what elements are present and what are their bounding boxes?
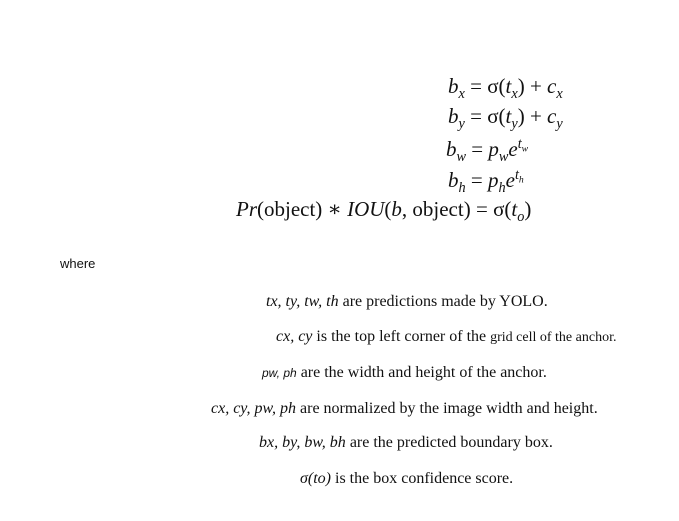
desc-math: bx, by, bw, bh: [259, 434, 346, 451]
desc-text: is the top left corner of the: [312, 328, 491, 345]
equation-bw: [446, 136, 529, 165]
equation-bx: [448, 74, 563, 102]
equation-bh: [448, 167, 524, 196]
eq-subscript: h: [458, 179, 466, 196]
eq-operator: =: [470, 168, 488, 192]
equation-by: [448, 104, 563, 132]
eq-subscript: y: [458, 115, 465, 132]
desc-normalized: [211, 401, 598, 417]
eq-subscript: x: [458, 85, 465, 102]
where-label: where: [60, 256, 96, 271]
desc-text: are predictions made by YOLO.: [338, 293, 548, 310]
eq-symbol: b: [448, 168, 459, 192]
eq-operator: (: [384, 197, 392, 221]
eq-symbol: t: [511, 197, 518, 221]
desc-math: cx, cy, pw, ph: [211, 400, 297, 417]
desc-math: pw, ph: [262, 366, 297, 380]
eq-symbol: b: [448, 104, 459, 128]
eq-symbol: c: [547, 74, 557, 98]
eq-operator: =: [470, 104, 488, 128]
eq-superscript: t: [514, 167, 519, 184]
desc-text: are normalized by the image width and height.: [296, 400, 598, 417]
eq-operator: =: [471, 137, 489, 161]
eq-subscript: w: [521, 143, 529, 155]
eq-symbol: b: [446, 137, 457, 161]
desc-anchor-size: [262, 365, 547, 381]
desc-text-small: grid cell of the anchor.: [490, 330, 617, 345]
desc-math: cx, cy: [276, 328, 313, 345]
desc-text: are the predicted boundary box.: [345, 434, 553, 451]
eq-subscript: y: [556, 115, 563, 132]
eq-symbol: e: [508, 137, 518, 161]
eq-superscript: t: [517, 136, 522, 153]
eq-symbol: t: [505, 74, 512, 98]
eq-symbol: IOU: [347, 197, 385, 221]
desc-grid-cell: [276, 329, 616, 345]
eq-operator: ) +: [517, 104, 548, 128]
desc-text: is the box confidence score.: [331, 470, 514, 487]
eq-symbol: t: [505, 104, 512, 128]
eq-subscript: w: [498, 148, 509, 165]
desc-boundary-box: [259, 435, 553, 451]
eq-subscript: w: [456, 148, 467, 165]
eq-subscript: h: [498, 179, 506, 196]
eq-symbol: b: [391, 197, 402, 221]
eq-subscript: x: [511, 85, 518, 102]
eq-symbol: b: [448, 74, 459, 98]
equation-objectness: [236, 197, 532, 225]
eq-subscript: y: [511, 115, 518, 132]
eq-sigma: σ(: [493, 197, 512, 221]
eq-symbol: p: [487, 168, 499, 192]
eq-operator: ): [524, 197, 532, 221]
desc-predictions: [266, 294, 548, 310]
eq-operator: ) +: [517, 74, 548, 98]
eq-symbol: Pr: [236, 197, 257, 221]
desc-confidence: [300, 471, 513, 487]
eq-subscript: h: [518, 174, 524, 186]
eq-symbol: c: [547, 104, 557, 128]
eq-subscript: x: [556, 85, 563, 102]
eq-symbol: e: [505, 168, 515, 192]
eq-symbol: p: [488, 137, 499, 161]
desc-math: σ(to): [300, 470, 331, 487]
desc-math: tx, ty, tw, th: [266, 293, 339, 310]
eq-sigma: σ(: [487, 104, 506, 128]
desc-text: are the width and height of the anchor.: [296, 364, 547, 381]
eq-text: , object) =: [401, 197, 494, 221]
eq-operator: =: [470, 74, 488, 98]
eq-sigma: σ(: [487, 74, 506, 98]
eq-subscript: o: [517, 208, 525, 225]
eq-text: (object) ∗: [257, 197, 348, 221]
